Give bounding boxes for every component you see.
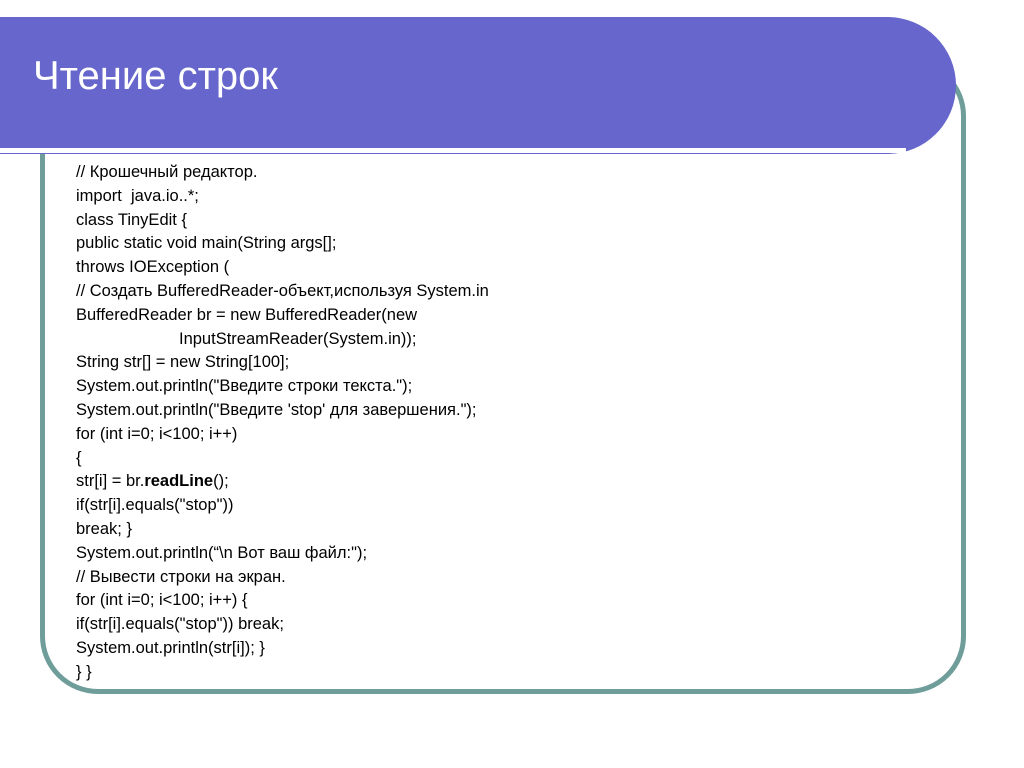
code-line: // Создать BufferedReader-объект,используя System.in [76,281,489,300]
code-listing [76,161,936,685]
code-line: for (int i=0; i<100; i++) [76,424,238,443]
code-line-readline [76,470,936,494]
code-line: // Вывести строки на экран. [76,567,286,586]
code-line: System.out.println(“\n Вот ваш файл:"); [76,543,368,562]
code-line: System.out.println("Введите 'stop' для завершения."); [76,400,477,419]
code-line: System.out.println("Введите строки текста."); [76,377,413,396]
code-line: class TinyEdit { [76,210,187,229]
code-fragment: (); [213,472,229,491]
code-line: BufferedReader br = new BufferedReader(new [76,305,418,324]
code-keyword-bold: readLine [144,472,214,491]
code-fragment: str[i] = br. [76,472,145,491]
code-line: if(str[i].equals("stop")) [76,496,234,515]
code-line: InputStreamReader(System.in)); [179,329,417,348]
code-line: public static void main(String args[]; [76,234,337,253]
title-underline [0,148,906,153]
code-line: } } [76,662,92,681]
code-line: import java.io..*; [76,186,199,205]
code-line: { [76,448,82,467]
code-line: System.out.println(str[i]); } [76,638,265,657]
code-line: for (int i=0; i<100; i++) { [76,591,248,610]
code-line: String str[] = new String[100]; [76,353,290,372]
slide-title: Чтение строк [33,54,278,98]
code-line: throws IOException ( [76,258,230,277]
code-line: // Крошечный редактор. [76,163,258,181]
code-line: break; } [76,519,132,538]
code-line: if(str[i].equals("stop")) break; [76,615,284,634]
